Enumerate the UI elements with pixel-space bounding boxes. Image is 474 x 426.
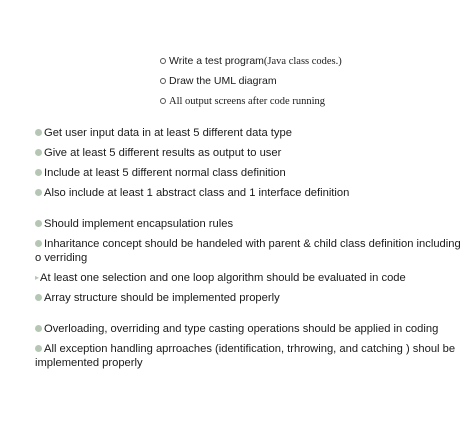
bullet-icon bbox=[35, 149, 42, 156]
bullet-icon bbox=[35, 129, 42, 136]
top-item-output-screens bbox=[160, 91, 460, 111]
bullet-icon bbox=[35, 294, 42, 301]
list-item bbox=[35, 322, 467, 336]
arrow-bullet-icon: ▸ bbox=[35, 273, 40, 282]
bullet-icon bbox=[35, 169, 42, 176]
list-item bbox=[35, 217, 467, 231]
list-item-text: Array structure should be implemented properly bbox=[44, 292, 280, 304]
bullet-icon bbox=[35, 325, 42, 332]
bullet-icon bbox=[35, 240, 42, 247]
requirements-list bbox=[35, 126, 467, 376]
list-item-text: All exception handling aprroaches (identification, trhrowing, and catching ) shoul be implemented properly bbox=[35, 343, 456, 369]
list-item-text: Inharitance concept should be handeled with parent & child class definition including o verriding bbox=[35, 238, 461, 264]
top-item-text: Draw the UML diagram bbox=[169, 75, 277, 87]
top-item-uml bbox=[160, 71, 460, 91]
bullet-icon bbox=[35, 220, 42, 227]
list-item bbox=[35, 291, 467, 305]
bullet-icon bbox=[35, 189, 42, 196]
top-instruction-list bbox=[160, 51, 460, 111]
list-item-text: Should implement encapsulation rules bbox=[44, 218, 234, 230]
list-item-text: Include at least 5 different normal class definition bbox=[44, 167, 286, 179]
hollow-bullet-icon bbox=[160, 78, 166, 84]
list-item bbox=[35, 342, 467, 370]
list-item bbox=[35, 271, 467, 285]
list-item bbox=[35, 237, 467, 265]
section-gap bbox=[35, 206, 467, 217]
top-item-text: Write a test program bbox=[169, 55, 264, 67]
list-item-text: Give at least 5 different results as output to user bbox=[44, 147, 282, 159]
list-item-text: Overloading, overriding and type casting operations should be applied in coding bbox=[44, 323, 439, 335]
section-gap bbox=[35, 311, 467, 322]
hollow-bullet-icon bbox=[160, 98, 166, 104]
list-item bbox=[35, 186, 467, 200]
top-item-text: All output screens after code running bbox=[169, 95, 325, 107]
top-item-suffix: (Java class codes.) bbox=[263, 55, 342, 67]
list-item bbox=[35, 146, 467, 160]
list-item-text: Get user input data in at least 5 different data type bbox=[44, 127, 292, 139]
hollow-bullet-icon bbox=[160, 58, 166, 64]
list-item-text: Also include at least 1 abstract class and 1 interface definition bbox=[44, 187, 350, 199]
top-item-test-program bbox=[160, 51, 460, 71]
bullet-icon bbox=[35, 345, 42, 352]
list-item bbox=[35, 166, 467, 180]
list-item-text: At least one selection and one loop algorithm should be evaluated in code bbox=[40, 272, 406, 284]
list-item bbox=[35, 126, 467, 140]
